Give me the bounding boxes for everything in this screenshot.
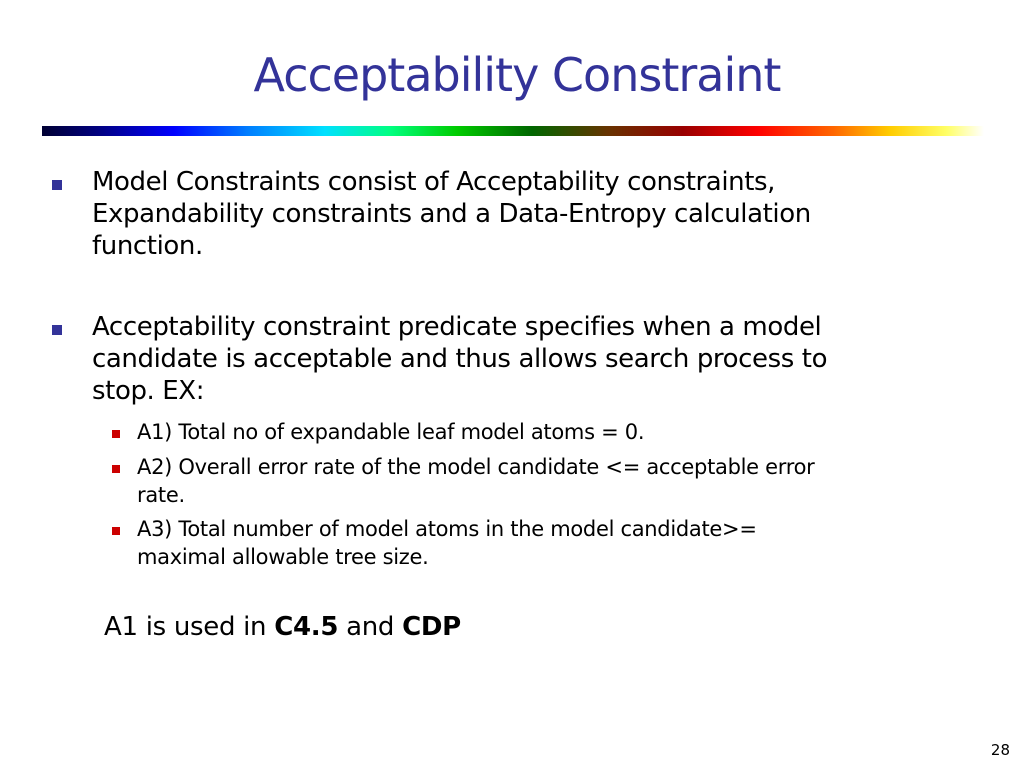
sub-bullet-line: A3) Total number of model atoms in the model candidate>= <box>137 517 757 541</box>
summary-note <box>104 611 461 643</box>
bullet-line: Expandability constraints and a Data-Entropy calculation <box>92 199 811 229</box>
title-gradient-rule <box>42 126 984 136</box>
bullet-line: function. <box>92 231 203 261</box>
note-middle: and <box>338 612 403 642</box>
bullet-line: Model Constraints consist of Acceptability constraints, <box>92 167 776 197</box>
bullet-line: stop. EX: <box>92 376 205 406</box>
note-term-cdp: CDP <box>402 612 461 642</box>
sub-bullet-text-a3 <box>137 515 987 571</box>
bullet-line: Acceptability constraint predicate specifies when a model <box>92 312 822 342</box>
sub-bullet-text-a1 <box>137 418 987 446</box>
bullet-text-1 <box>92 166 992 262</box>
sub-bullet-square-icon <box>112 465 120 473</box>
bullet-text-2 <box>92 311 992 407</box>
page-number: 28 <box>990 741 1010 759</box>
sub-bullet-line: A2) Overall error rate of the model candidate <= acceptable error <box>137 455 815 479</box>
sub-bullet-text-a2 <box>137 453 987 509</box>
bullet-square-icon <box>52 180 62 190</box>
bullet-line: candidate is acceptable and thus allows search process to <box>92 344 828 374</box>
sub-bullet-line: rate. <box>137 483 185 507</box>
note-term-c45: C4.5 <box>274 612 339 642</box>
sub-bullet-line: A1) Total no of expandable leaf model atoms = 0. <box>137 420 645 444</box>
slide-title: Acceptability Constraint <box>253 48 781 102</box>
bullet-square-icon <box>52 325 62 335</box>
sub-bullet-square-icon <box>112 430 120 438</box>
note-prefix: A1 is used in <box>104 612 275 642</box>
sub-bullet-line: maximal allowable tree size. <box>137 545 429 569</box>
sub-bullet-square-icon <box>112 527 120 535</box>
